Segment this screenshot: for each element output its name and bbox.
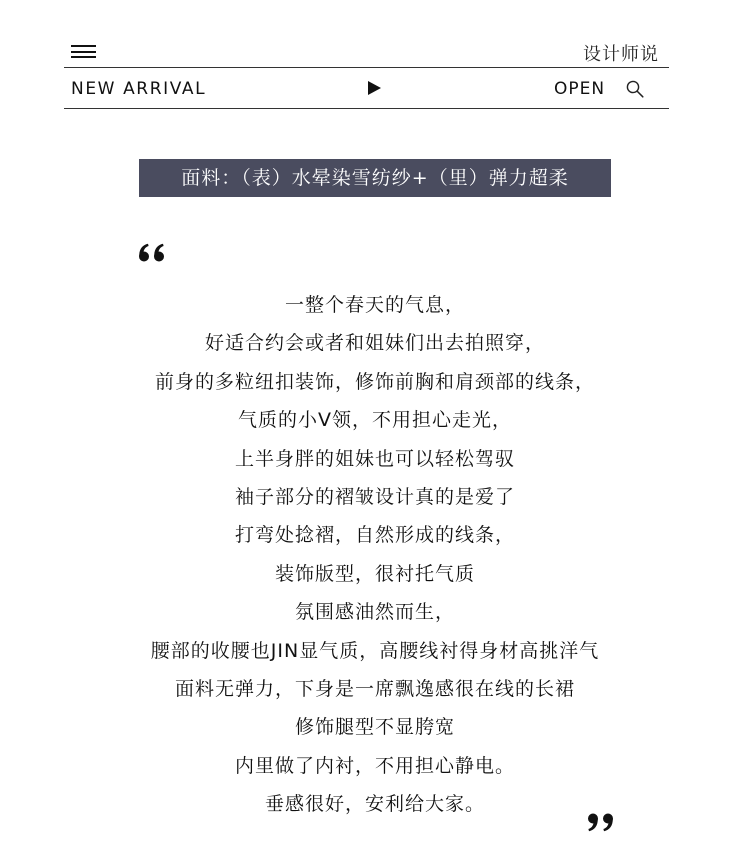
description-line: 气质的小V领，不用担心走光， [238, 409, 512, 432]
description-line: 袖子部分的褶皱设计真的是爱了 [234, 485, 515, 508]
new-arrival-label[interactable]: NEW ARRIVAL [71, 79, 207, 99]
description-line: 修饰腿型不显胯宽 [294, 716, 455, 739]
description-line: 内里做了内衬，不用担心静电。 [234, 754, 515, 777]
close-quote-icon [584, 812, 614, 832]
product-description [75, 286, 675, 823]
fabric-banner: 面料：（表）水晕染雪纺纱+（里）弹力超柔 [139, 159, 611, 197]
description-line: 前身的多粒纽扣装饰，修饰前胸和肩颈部的线条， [154, 370, 595, 393]
description-line: 垂感很好，安利给大家。 [264, 793, 485, 816]
nav-bar [64, 68, 669, 108]
top-bar [64, 36, 669, 67]
divider-bottom [64, 108, 669, 109]
search-icon[interactable] [626, 80, 644, 98]
description-line: 好适合约会或者和姐妹们出去拍照穿， [204, 332, 545, 355]
description-line: 上半身胖的姐妹也可以轻松驾驭 [234, 447, 515, 470]
open-quote-icon [138, 243, 168, 263]
hamburger-menu-icon[interactable] [71, 45, 96, 59]
description-line: 氛围感油然而生， [294, 601, 455, 624]
play-icon[interactable] [368, 81, 381, 95]
page-title: 设计师说 [583, 44, 659, 65]
description-line: 打弯处捻褶，自然形成的线条， [234, 524, 515, 547]
description-line: 面料无弹力，下身是一席飘逸感很在线的长裙 [174, 677, 575, 700]
description-line: 腰部的收腰也JIN显气质，高腰线衬得身材高挑洋气 [150, 639, 600, 662]
description-line: 装饰版型，很衬托气质 [274, 562, 475, 585]
open-label[interactable]: OPEN [554, 79, 606, 99]
description-line: 一整个春天的气息， [284, 294, 465, 316]
